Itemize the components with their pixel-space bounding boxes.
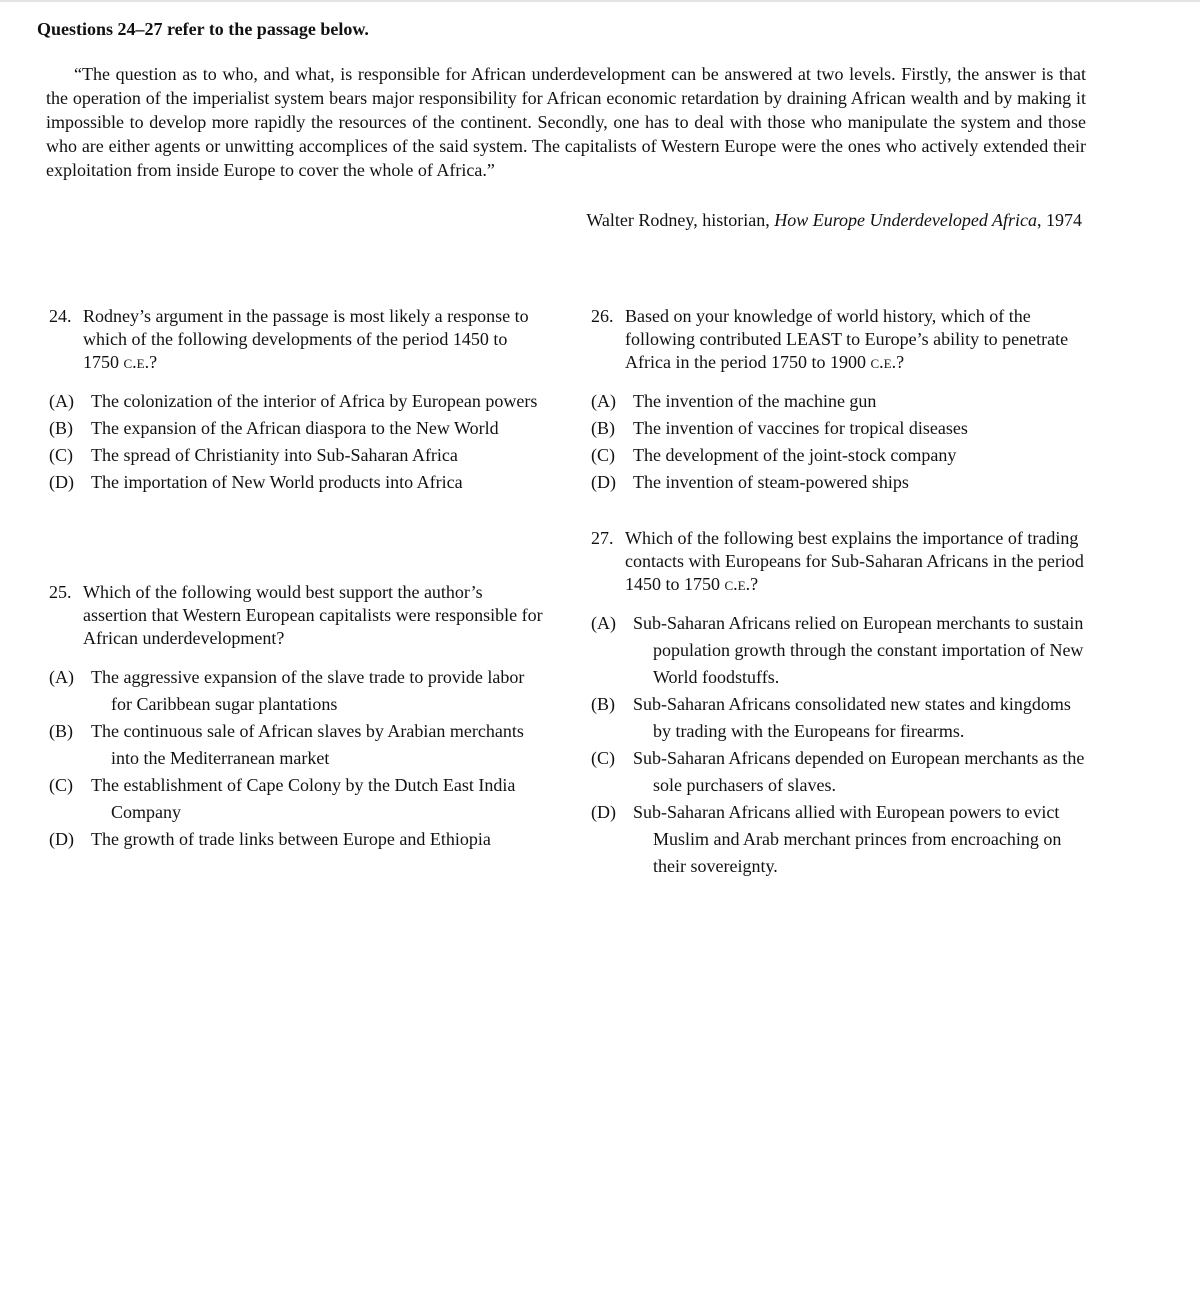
choice-letter: (B) [49,418,73,438]
choice-d[interactable] [591,799,1086,880]
choice-letter: (D) [591,472,616,492]
question-text [625,527,1086,596]
question-number: 25. [49,582,72,602]
era-label: c.e. [870,352,897,372]
passage-citation [586,208,1082,232]
choice-text: The development of the joint-stock company [633,445,957,465]
stem-end: ? [750,574,759,594]
citation-year: , 1974 [1037,210,1082,230]
top-divider [0,0,1200,2]
choice-text: The continuous sale of African slaves by Arabian merchants into the Mediterranean market [91,721,524,768]
citation-work: How Europe Underdeveloped Africa [774,210,1037,230]
citation-author: Walter Rodney, historian, [586,210,775,230]
stem-text: Based on your knowledge of world history, which of the following contributed LEAST to Europe’s ability to penetrate Africa in the period 1750 to 1900 [625,306,1069,372]
question-24 [49,305,544,496]
stem-text: Which of the following would best support the author’s assertion that Western European capitalists were responsible for African underdevelopment? [83,582,543,648]
choice-text: The colonization of the interior of Africa by European powers [91,391,538,411]
choice-b[interactable] [49,415,544,442]
choice-text: The invention of vaccines for tropical diseases [633,418,968,438]
choice-text: The expansion of the African diaspora to the New World [91,418,499,438]
stem-text: Rodney’s argument in the passage is most likely a response to which of the following developments of the period 1450 to 1750 [83,306,529,372]
choice-letter: (A) [49,667,74,687]
choice-b[interactable] [591,691,1086,745]
question-27 [591,527,1086,880]
choice-text: Sub-Saharan Africans depended on European merchants as the sole purchasers of slaves. [633,748,1085,795]
choice-d[interactable] [49,826,544,853]
choice-letter: (B) [49,721,73,741]
choice-letter: (D) [49,829,74,849]
choice-text: Sub-Saharan Africans relied on European merchants to sustain population growth through the constant importation of New World foodstuffs. [633,613,1084,687]
passage-text: “The question as to who, and what, is responsible for African underdevelopment can be answered at two levels. Firstly, the answer is that the operation of the imperialist system bears major responsibility for African economic retardation by draining African wealth and by making it impossible to develop more rapidly the resources of the continent. Secondly, one has to deal with those who manipulate the system and those who are either agents or unwitting accomplices of the said system. The capitalists of Western Europe were the ones who actively extended their exploitation from inside Europe to cover the whole of Africa.” [46,64,1086,180]
choice-letter: (A) [591,391,616,411]
question-26 [591,305,1086,496]
choice-a[interactable] [49,664,544,718]
question-stem [591,305,1086,374]
section-heading: Questions 24–27 refer to the passage below. [37,19,369,39]
question-stem [591,527,1086,596]
question-text [83,305,544,374]
choice-d[interactable] [49,469,544,496]
choice-text: The growth of trade links between Europe and Ethiopia [91,829,491,849]
choice-letter: (C) [49,775,73,795]
choice-c[interactable] [49,442,544,469]
choice-text: The invention of steam-powered ships [633,472,909,492]
choice-letter: (A) [591,613,616,633]
choice-letter: (A) [49,391,74,411]
question-stem [49,305,544,374]
question-stem [49,581,544,650]
choice-d[interactable] [591,469,1086,496]
stem-end: ? [896,352,905,372]
stem-text: Which of the following best explains the importance of trading contacts with Europeans for Sub-Saharan Africans in the period 1450 to 1750 [625,528,1084,594]
choice-a[interactable] [49,388,544,415]
choice-c[interactable] [591,745,1086,799]
question-number: 26. [591,306,614,326]
choice-b[interactable] [591,415,1086,442]
era-label: c.e. [724,574,751,594]
choice-letter: (B) [591,694,615,714]
choice-a[interactable] [591,388,1086,415]
choice-text: The aggressive expansion of the slave trade to provide labor for Caribbean sugar plantations [91,667,525,714]
question-25 [49,581,544,853]
question-text [625,305,1086,374]
choice-text: The establishment of Cape Colony by the Dutch East India Company [91,775,516,822]
choice-b[interactable] [49,718,544,772]
choice-text: Sub-Saharan Africans allied with European powers to evict Muslim and Arab merchant princes from encroaching on their sovereignty. [633,802,1062,876]
choice-text: The spread of Christianity into Sub-Saharan Africa [91,445,458,465]
choice-a[interactable] [591,610,1086,691]
choice-text: Sub-Saharan Africans consolidated new states and kingdoms by trading with the Europeans for firearms. [633,694,1071,741]
choice-c[interactable] [591,442,1086,469]
choice-letter: (C) [591,445,615,465]
choice-letter: (C) [49,445,73,465]
choice-text: The importation of New World products into Africa [91,472,463,492]
question-number: 27. [591,528,614,548]
question-number: 24. [49,306,72,326]
era-label: c.e. [123,352,150,372]
question-text [83,581,544,650]
stem-end: ? [149,352,158,372]
choice-c[interactable] [49,772,544,826]
choice-letter: (B) [591,418,615,438]
choice-text: The invention of the machine gun [633,391,877,411]
choice-letter: (D) [591,802,616,822]
choice-letter: (C) [591,748,615,768]
choice-letter: (D) [49,472,74,492]
